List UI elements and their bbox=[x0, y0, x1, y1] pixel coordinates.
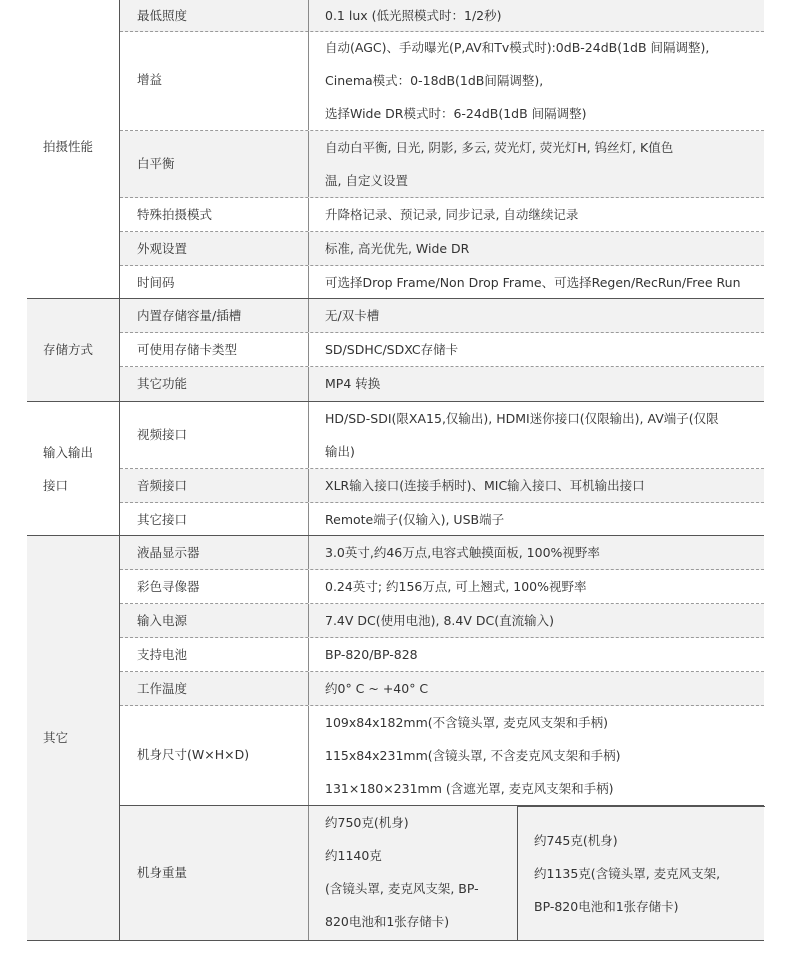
spec-row-gain bbox=[120, 31, 764, 131]
spec-name: 外观设置 bbox=[137, 241, 188, 256]
spec-name: 输入电源 bbox=[137, 613, 188, 628]
spec-row-weight bbox=[120, 806, 764, 940]
spec-value bbox=[308, 638, 764, 671]
spec-value-line: HD/SD-SDI(限XA15,仅输出), HDMI迷你接口(仅限输出), AV端子(仅限 bbox=[325, 411, 719, 426]
table-bottom-border bbox=[27, 940, 764, 941]
spec-name: 机身重量 bbox=[137, 865, 188, 880]
spec-name: 白平衡 bbox=[137, 156, 175, 171]
spec-value-line: 标准, 高光优先, Wide DR bbox=[325, 241, 470, 256]
category-label-line: 接口 bbox=[43, 478, 69, 493]
spec-name: 视频接口 bbox=[137, 427, 188, 442]
spec-row-audio-interface bbox=[120, 469, 764, 503]
category-label: 存储方式 bbox=[43, 342, 94, 357]
spec-value bbox=[308, 333, 764, 366]
section-shooting-performance bbox=[27, 0, 764, 298]
spec-value bbox=[308, 367, 764, 401]
spec-value-line: 升降格记录、预记录, 同步记录, 自动继续记录 bbox=[325, 207, 579, 222]
spec-name: 可使用存储卡类型 bbox=[137, 342, 238, 357]
spec-value-line: 温, 自定义设置 bbox=[325, 173, 408, 188]
spec-row-operating-temp bbox=[120, 672, 764, 706]
spec-row-dimensions bbox=[120, 706, 764, 806]
spec-row-min-illumination bbox=[120, 0, 764, 32]
category-label: 其它 bbox=[43, 730, 69, 745]
spec-value-line: XLR输入接口(连接手柄时)、MIC输入接口、耳机输出接口 bbox=[325, 478, 645, 493]
spec-value-line: SD/SDHC/SDXC存储卡 bbox=[325, 342, 459, 357]
spec-value-line: (含镜头罩, 麦克风支架, BP- bbox=[325, 881, 479, 896]
spec-row-timecode bbox=[120, 266, 764, 298]
spec-value bbox=[308, 131, 764, 197]
category-cell bbox=[27, 299, 120, 401]
spec-value-line: 3.0英寸,约46万点,电容式触摸面板, 100%视野率 bbox=[325, 545, 600, 560]
spec-row-other-interface bbox=[120, 503, 764, 535]
spec-row-battery bbox=[120, 638, 764, 672]
section-io bbox=[27, 402, 764, 535]
spec-row-internal-storage bbox=[120, 299, 764, 333]
spec-value-line: Remote端子(仅输入), USB端子 bbox=[325, 512, 505, 527]
spec-value-split-cell bbox=[517, 806, 765, 940]
spec-value-line: 自动白平衡, 日光, 阴影, 多云, 荧光灯, 荧光灯H, 钨丝灯, K值色 bbox=[325, 140, 674, 155]
spec-value bbox=[308, 402, 764, 468]
spec-value-line: 约1140克 bbox=[325, 848, 382, 863]
spec-value-line: 131×180×231mm (含遮光罩, 麦克风支架和手柄) bbox=[325, 781, 614, 796]
spec-name: 支持电池 bbox=[137, 647, 188, 662]
spec-value bbox=[308, 266, 764, 298]
spec-value-line: 0.24英寸; 约156万点, 可上翘式, 100%视野率 bbox=[325, 579, 587, 594]
spec-value-line: 可选择Drop Frame/Non Drop Frame、可选择Regen/RecRun/Free Run bbox=[325, 275, 741, 290]
spec-name: 时间码 bbox=[137, 275, 175, 290]
spec-value-line: 选择Wide DR模式时：6-24dB(1dB 间隔调整) bbox=[325, 106, 587, 121]
spec-value bbox=[308, 469, 764, 502]
spec-value bbox=[308, 570, 764, 603]
spec-value-line: Cinema模式：0-18dB(1dB间隔调整), bbox=[325, 73, 544, 88]
section-storage bbox=[27, 299, 764, 401]
spec-name: 机身尺寸(W×H×D) bbox=[137, 747, 250, 762]
spec-value-line: 约750克(机身) bbox=[325, 815, 409, 830]
spec-value bbox=[308, 0, 764, 31]
section-other bbox=[27, 536, 764, 940]
spec-value-line: 无/双卡槽 bbox=[325, 308, 380, 323]
spec-name: 工作温度 bbox=[137, 681, 188, 696]
spec-value bbox=[308, 503, 764, 535]
spec-name: 音频接口 bbox=[137, 478, 188, 493]
spec-value-line: 自动(AGC)、手动曝光(P,AV和Tv模式时):0dB-24dB(1dB 间隔调整), bbox=[325, 40, 710, 55]
spec-row-other-functions bbox=[120, 367, 764, 401]
spec-row-look bbox=[120, 232, 764, 266]
spec-name: 最低照度 bbox=[137, 8, 188, 23]
spec-value bbox=[308, 198, 764, 231]
spec-value bbox=[308, 31, 764, 130]
spec-value-line: 输出) bbox=[325, 444, 355, 459]
spec-name: 其它功能 bbox=[137, 376, 188, 391]
spec-name: 彩色寻像器 bbox=[137, 579, 200, 594]
spec-row-special-shooting bbox=[120, 198, 764, 232]
category-cell bbox=[27, 536, 120, 940]
spec-name: 液晶显示器 bbox=[137, 545, 200, 560]
spec-name: 特殊拍摄模式 bbox=[137, 207, 213, 222]
spec-name: 增益 bbox=[137, 72, 163, 87]
spec-value bbox=[308, 806, 764, 940]
category-cell bbox=[27, 402, 120, 535]
spec-value-line: 820电池和1张存储卡) bbox=[325, 914, 450, 929]
spec-row-white-balance bbox=[120, 131, 764, 198]
spec-value-line: 7.4V DC(使用电池), 8.4V DC(直流输入) bbox=[325, 613, 554, 628]
spec-value-line: MP4 转换 bbox=[325, 376, 381, 391]
spec-value-line: 109x84x182mm(不含镜头罩, 麦克风支架和手柄) bbox=[325, 715, 608, 730]
spec-value bbox=[308, 604, 764, 637]
category-cell bbox=[27, 0, 120, 298]
spec-row-card-types bbox=[120, 333, 764, 367]
spec-row-power-input bbox=[120, 604, 764, 638]
spec-name: 内置存储容量/插槽 bbox=[137, 308, 242, 323]
spec-value bbox=[308, 536, 764, 569]
spec-value-line: BP-820/BP-828 bbox=[325, 647, 418, 662]
category-label-line: 输入输出 bbox=[43, 445, 94, 460]
spec-value-line: 约0° C ~ +40° C bbox=[325, 681, 429, 696]
spec-value bbox=[308, 706, 764, 805]
spec-value-line: 0.1 lux (低光照模式时：1/2秒) bbox=[325, 8, 502, 23]
spec-value-line: 约1135克(含镜头罩, 麦克风支架, bbox=[534, 866, 721, 881]
spec-value bbox=[308, 232, 764, 265]
spec-row-lcd bbox=[120, 536, 764, 570]
spec-row-viewfinder bbox=[120, 570, 764, 604]
spec-value bbox=[308, 672, 764, 705]
spec-name: 其它接口 bbox=[137, 512, 188, 527]
spec-value bbox=[308, 299, 764, 332]
category-label: 拍摄性能 bbox=[43, 139, 94, 154]
spec-value-line: 约745克(机身) bbox=[534, 833, 618, 848]
spec-row-video-interface bbox=[120, 402, 764, 469]
spec-value-line: BP-820电池和1张存储卡) bbox=[534, 899, 679, 914]
spec-value-line: 115x84x231mm(含镜头罩, 不含麦克风支架和手柄) bbox=[325, 748, 621, 763]
